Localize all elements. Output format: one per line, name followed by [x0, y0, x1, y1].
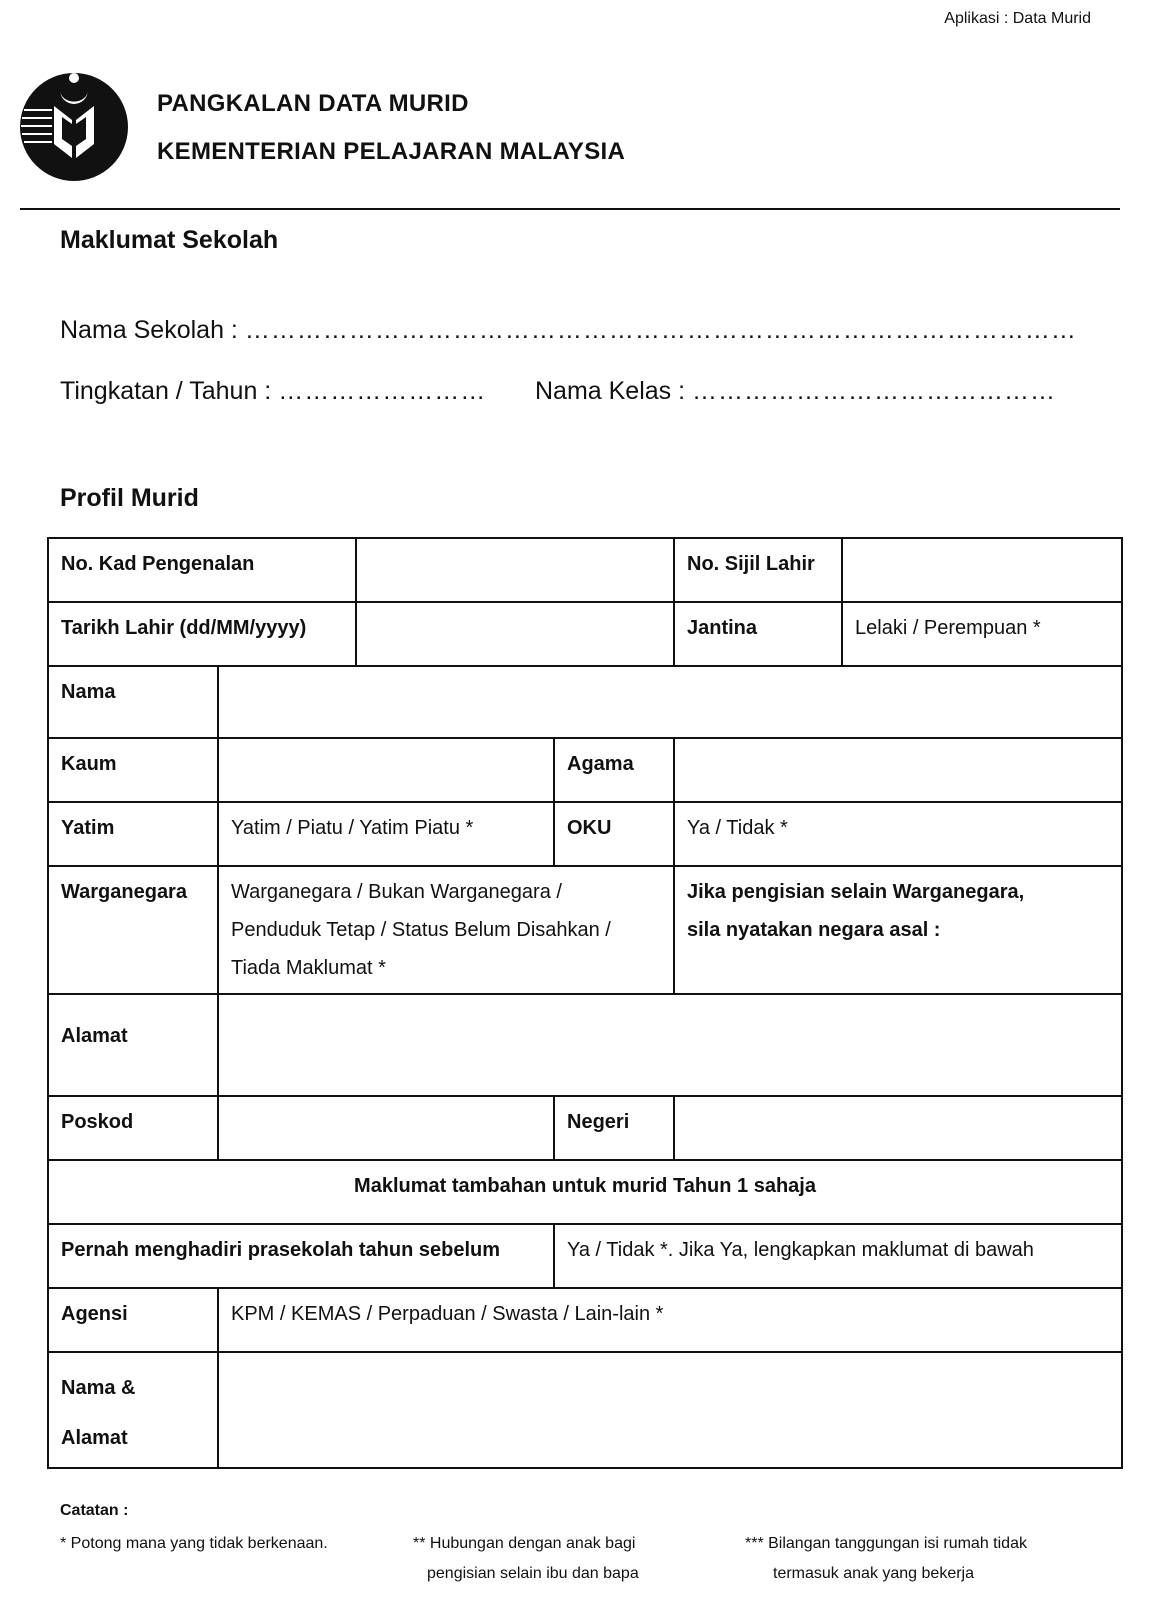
- table-row: [48, 866, 1122, 994]
- citizenship-option-line: Penduduk Tetap / Status Belum Disahkan /: [231, 919, 611, 941]
- table-row: [48, 1288, 1122, 1352]
- note-2: [413, 1535, 639, 1583]
- dob-label: Tarikh Lahir (dd/MM/yyyy): [48, 602, 356, 666]
- table-row: [48, 994, 1122, 1096]
- oku-options[interactable]: Ya / Tidak *: [674, 802, 1122, 866]
- class-name-label: Nama Kelas :: [535, 377, 686, 405]
- note-2-line: ** Hubungan dengan anak bagi: [413, 1535, 636, 1552]
- header-title: PANGKALAN DATA MURID: [157, 90, 469, 117]
- dob-input[interactable]: [356, 602, 674, 666]
- state-label: Negeri: [554, 1096, 674, 1160]
- ic-input[interactable]: [356, 538, 674, 602]
- citizenship-option-line: Tiada Maklumat *: [231, 957, 386, 979]
- address-input[interactable]: [218, 994, 1122, 1096]
- preschool-label: Pernah menghadiri prasekolah tahun sebelum: [48, 1224, 554, 1288]
- birth-cert-label: No. Sijil Lahir: [674, 538, 842, 602]
- table-row: [48, 1160, 1122, 1224]
- table-row: [48, 666, 1122, 738]
- citizenship-options[interactable]: [218, 866, 674, 994]
- ic-label: No. Kad Pengenalan: [48, 538, 356, 602]
- religion-label: Agama: [554, 738, 674, 802]
- name-address-label-line: Alamat: [61, 1427, 128, 1449]
- origin-country-field[interactable]: [674, 866, 1122, 994]
- race-input[interactable]: [218, 738, 554, 802]
- table-row: [48, 802, 1122, 866]
- grade-dots: ……………………: [278, 377, 487, 405]
- address-label: Alamat: [48, 994, 218, 1096]
- postcode-input[interactable]: [218, 1096, 554, 1160]
- name-label: Nama: [48, 666, 218, 738]
- profile-title: Profil Murid: [60, 484, 199, 512]
- name-address-input[interactable]: [218, 1352, 1122, 1468]
- note-1: * Potong mana yang tidak berkenaan.: [60, 1535, 328, 1552]
- header-divider: [20, 208, 1120, 210]
- gender-options[interactable]: Lelaki / Perempuan *: [842, 602, 1122, 666]
- citizenship-option-line: Warganegara / Bukan Warganegara /: [231, 881, 562, 903]
- postcode-label: Poskod: [48, 1096, 218, 1160]
- table-row: [48, 1096, 1122, 1160]
- orphan-label: Yatim: [48, 802, 218, 866]
- note-3: [745, 1535, 1027, 1583]
- birth-cert-input[interactable]: [842, 538, 1122, 602]
- gender-label: Jantina: [674, 602, 842, 666]
- class-name-field[interactable]: [535, 377, 1056, 406]
- note-3-line: *** Bilangan tanggungan isi rumah tidak: [745, 1535, 1027, 1552]
- header-subtitle: KEMENTERIAN PELAJARAN MALAYSIA: [157, 138, 626, 165]
- table-row: [48, 602, 1122, 666]
- app-label: Aplikasi : Data Murid: [944, 10, 1091, 27]
- school-name-dots: ……………………………………………………………………………………: [244, 316, 1077, 344]
- state-input[interactable]: [674, 1096, 1122, 1160]
- year1-section-header: Maklumat tambahan untuk murid Tahun 1 sahaja: [48, 1160, 1122, 1224]
- note-3-line: termasuk anak yang bekerja: [773, 1565, 974, 1582]
- table-row: [48, 1224, 1122, 1288]
- table-row: [48, 1352, 1122, 1468]
- school-name-label: Nama Sekolah :: [60, 316, 238, 344]
- agency-options[interactable]: KPM / KEMAS / Perpaduan / Swasta / Lain-lain *: [218, 1288, 1122, 1352]
- agency-label: Agensi: [48, 1288, 218, 1352]
- name-input[interactable]: [218, 666, 1122, 738]
- preschool-options[interactable]: Ya / Tidak *. Jika Ya, lengkapkan maklumat di bawah: [554, 1224, 1122, 1288]
- orphan-options[interactable]: Yatim / Piatu / Yatim Piatu *: [218, 802, 554, 866]
- student-profile-table: [47, 537, 1123, 1469]
- origin-note-line: Jika pengisian selain Warganegara,: [687, 881, 1025, 903]
- school-info-title: Maklumat Sekolah: [60, 226, 279, 254]
- table-row: [48, 738, 1122, 802]
- svg-text:KEMENTERIAN PELAJARAN MALAYSIA: KEMENTERIAN PELAJARAN MALAY: [25, 139, 124, 179]
- name-address-label-line: Nama &: [61, 1377, 136, 1399]
- school-name-field[interactable]: [60, 316, 1077, 345]
- race-label: Kaum: [48, 738, 218, 802]
- origin-note-line: sila nyatakan negara asal :: [687, 919, 941, 941]
- note-2-line: pengisian selain ibu dan bapa: [427, 1565, 639, 1582]
- table-row: [48, 538, 1122, 602]
- name-address-label: [48, 1352, 218, 1468]
- religion-input[interactable]: [674, 738, 1122, 802]
- grade-field[interactable]: [60, 377, 486, 406]
- grade-label: Tingkatan / Tahun :: [60, 377, 272, 405]
- ministry-crest-icon: [14, 62, 132, 202]
- class-name-dots: ……………………………………: [692, 377, 1057, 405]
- citizenship-label: Warganegara: [48, 866, 218, 994]
- notes-title: Catatan :: [60, 1502, 129, 1519]
- oku-label: OKU: [554, 802, 674, 866]
